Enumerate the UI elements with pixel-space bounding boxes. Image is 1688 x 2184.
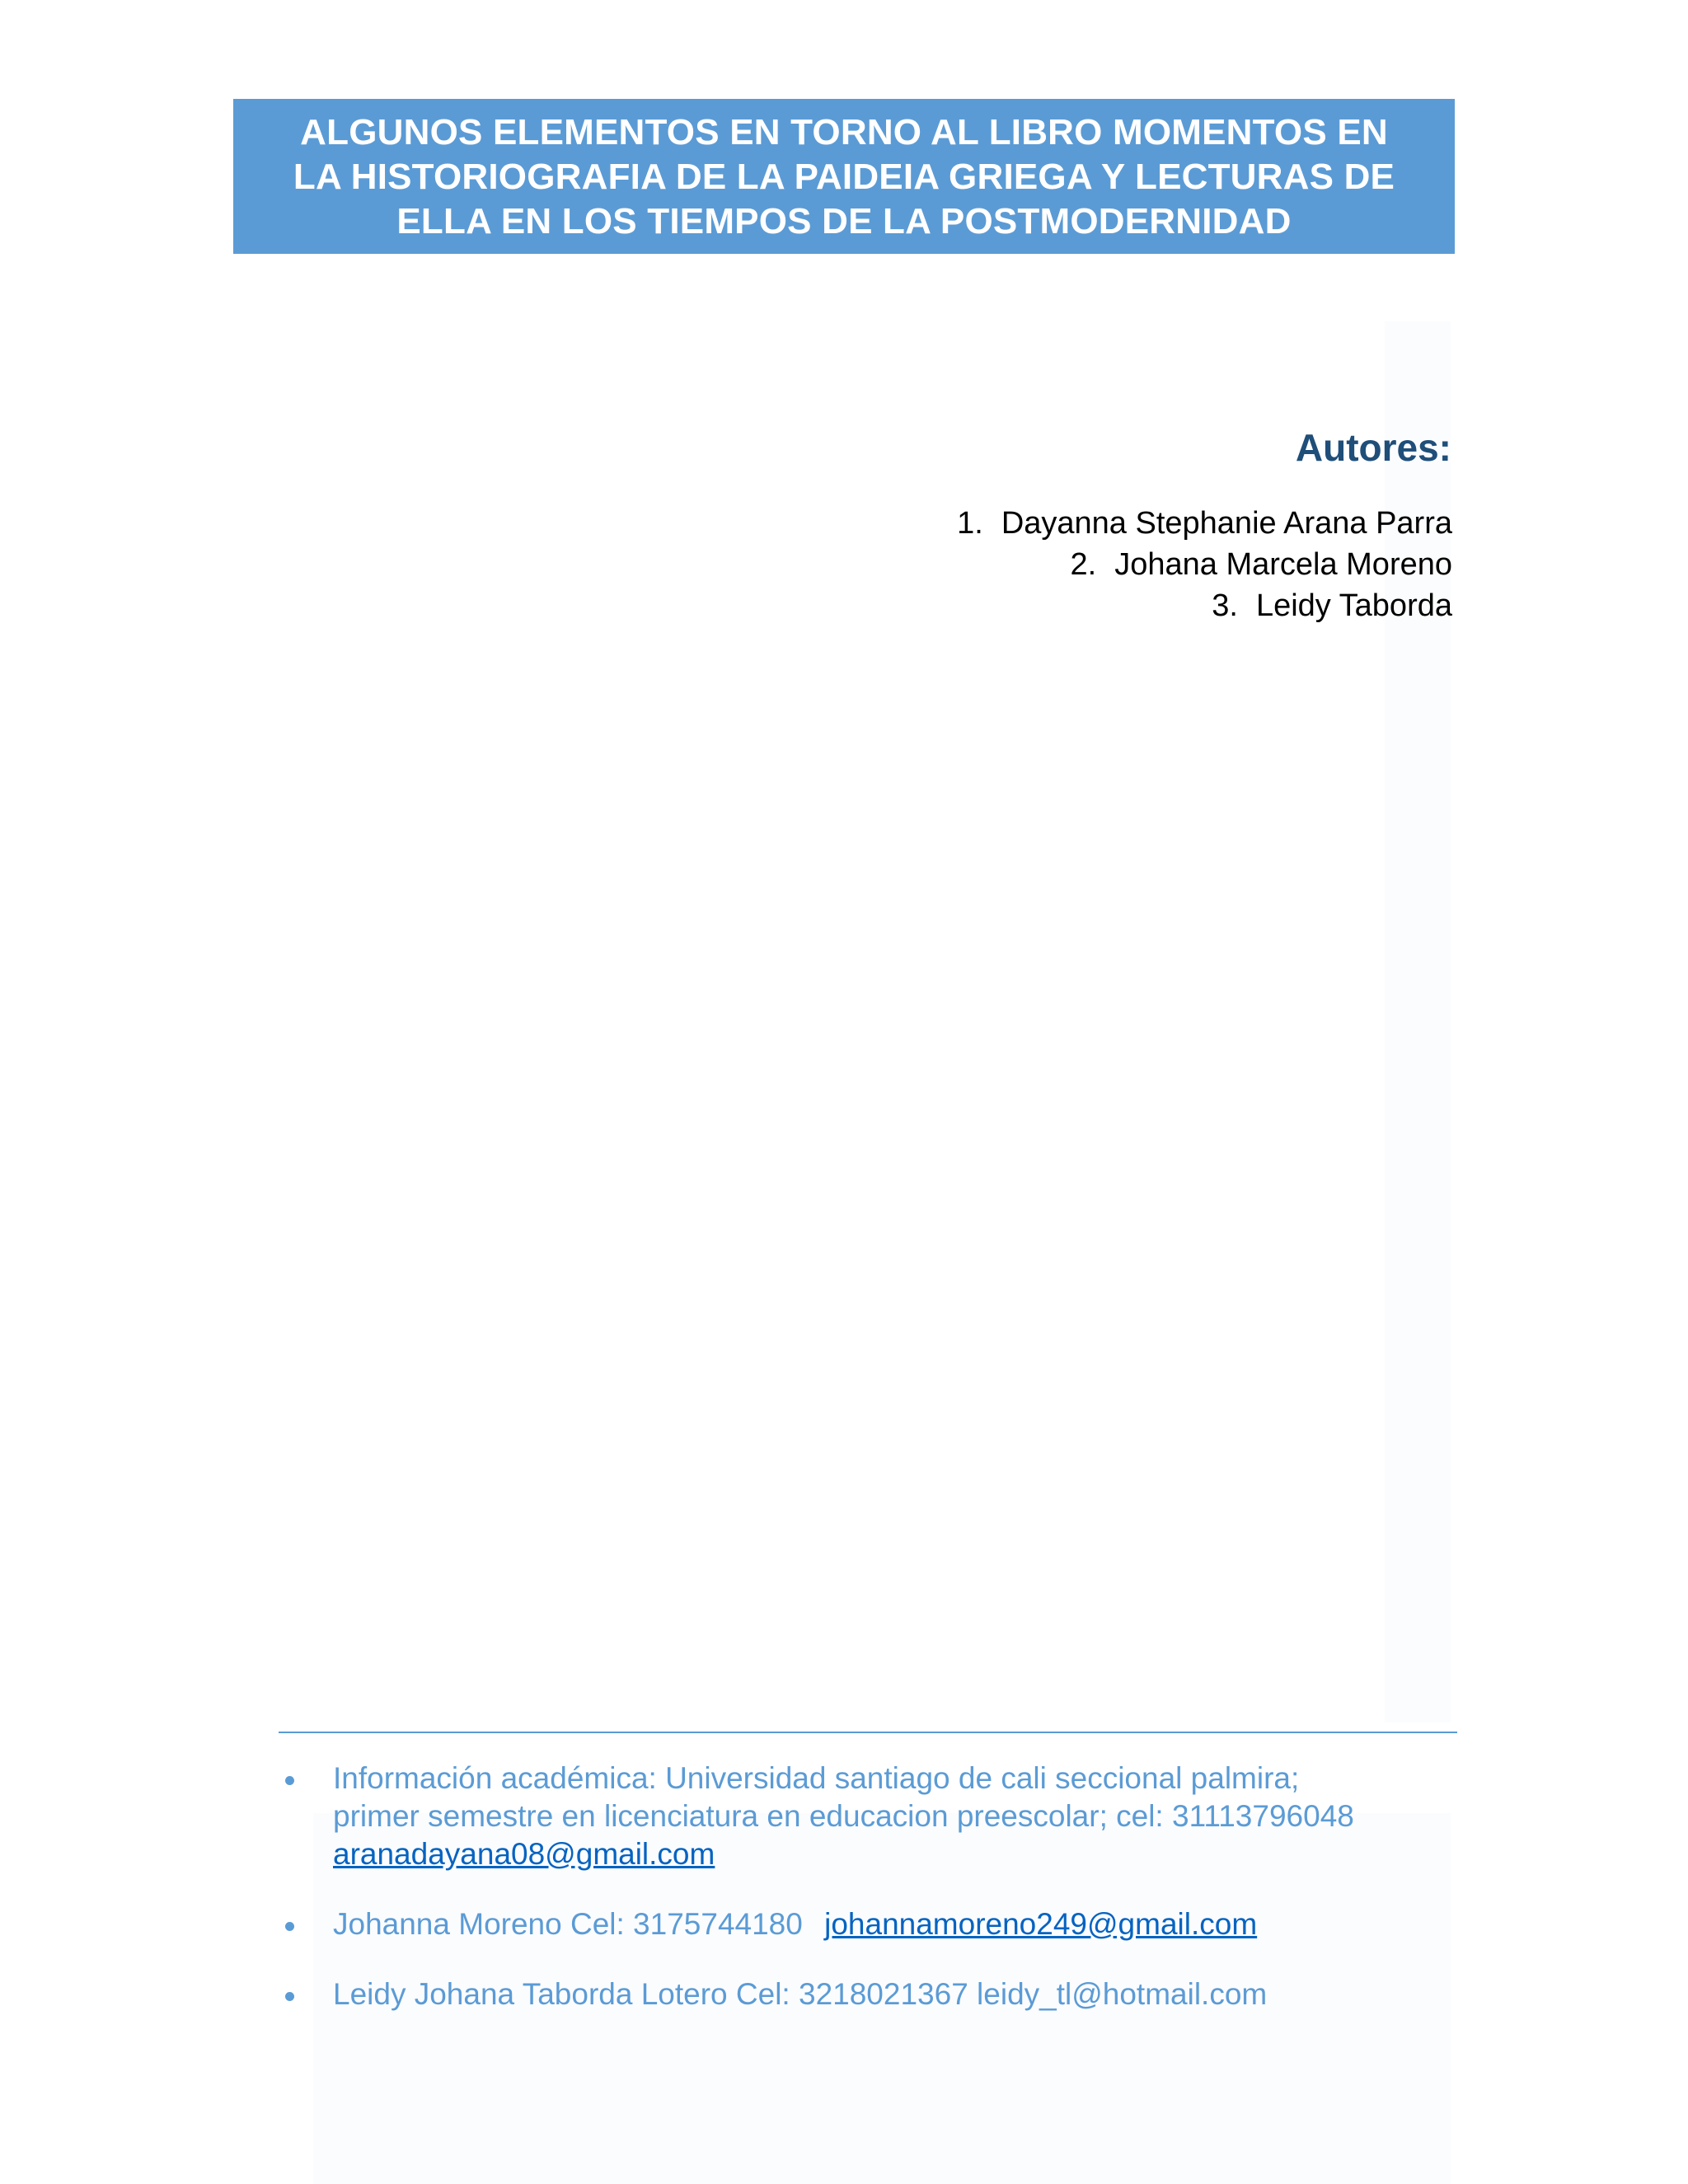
author-name: Dayanna Stephanie Arana Parra (1001, 506, 1452, 541)
authors-list (957, 503, 1452, 626)
footnote-separator (279, 1732, 1457, 1733)
title-line-3: ELLA EN LOS TIEMPOS DE LA POSTMODERNIDAD (396, 201, 1292, 241)
bullet-icon (285, 1776, 294, 1785)
title-banner (233, 99, 1455, 254)
author-name: Johana Marcela Moreno (1114, 547, 1452, 582)
footnote-contact-text: Johanna Moreno Cel: 3175744180 (333, 1907, 803, 1941)
footnotes-list (279, 1760, 1457, 2046)
author-number: 2. (1070, 547, 1097, 582)
footnote-item (279, 1760, 1457, 1873)
title-line-1: ALGUNOS ELEMENTOS EN TORNO AL LIBRO MOMENTOS EN (300, 112, 1388, 152)
footnote-item (279, 1975, 1457, 2013)
author-number: 1. (957, 506, 983, 541)
author-number: 3. (1212, 588, 1238, 623)
title-line-2: LA HISTORIOGRAFIA DE LA PAIDEIA GRIEGA Y LECTURAS DE (293, 157, 1395, 197)
footnote-item (279, 1905, 1457, 1943)
email-link[interactable]: aranadayana08@gmail.com (333, 1837, 715, 1871)
email-link[interactable]: johannamoreno249@gmail.com (824, 1907, 1258, 1941)
author-item (957, 585, 1452, 626)
bullet-icon (285, 1922, 294, 1931)
author-item (957, 503, 1452, 544)
author-name: Leidy Taborda (1255, 588, 1452, 623)
author-item (957, 544, 1452, 585)
authors-heading: Autores: (1295, 426, 1451, 469)
footnote-academic-line-2: primer semestre en licenciatura en educacion preescolar; cel: 31113796048 (333, 1799, 1354, 1833)
footnote-academic-line-1: Información académica: Universidad santiago de cali seccional palmira; (333, 1761, 1300, 1795)
footnote-contact-text: Leidy Johana Taborda Lotero Cel: 3218021367 leidy_tl@hotmail.com (333, 1977, 1268, 2011)
bullet-icon (285, 1992, 294, 2001)
